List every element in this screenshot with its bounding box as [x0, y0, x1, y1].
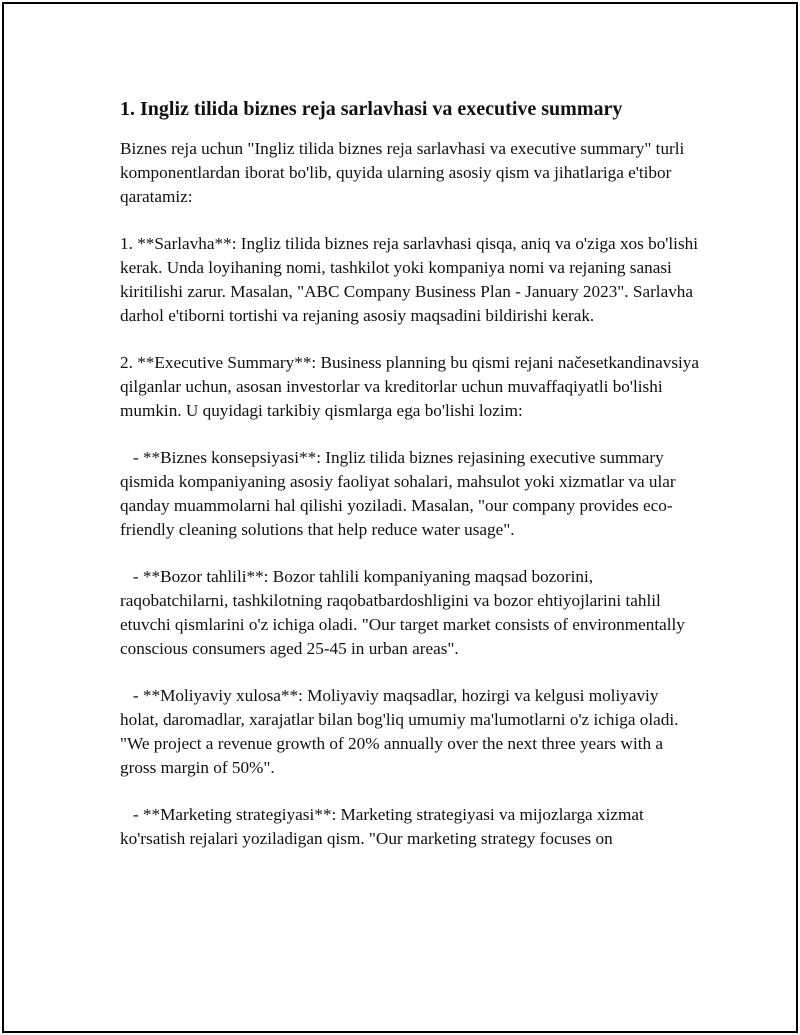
marketing-strategiyasi-item: - **Marketing strategiyasi**: Marketing strategiyasi va mijozlarga xizmat ko'rsatish rejalari yoziladigan qism. "Our marketing strategy focuses on — [120, 805, 649, 849]
section-heading: 1. Ingliz tilida biznes reja sarlavhasi va executive summary — [120, 98, 623, 120]
page-frame — [2, 2, 798, 1033]
moliyaviy-xulosa-item: - **Moliyaviy xulosa**: Moliyaviy maqsadlar, hozirgi va kelgusi moliyaviy holat, daromadlar, xarajatlar bilan bog'liq umumiy ma'lumotlarni o'z ichiga oladi. "We project a revenue growth of 20% annually over the next three years with a gross margin of 50%". — [120, 686, 683, 777]
sarlavha-paragraph: 1. **Sarlavha**: Ingliz tilida biznes reja sarlavhasi qisqa, aniq va o'ziga xos bo'lishi kerak. Unda loyihaning nomi, tashkilot yoki kompaniya nomi va rejaning sanasi kiritilishi zarur. Masalan, "ABC Company Business Plan - January 2023". Sarlavha darhol e'tiborni tortishi va rejaning asosiy maqsadini bildirishi kerak. — [120, 234, 703, 325]
intro-paragraph: Biznes reja uchun "Ingliz tilida biznes reja sarlavhasi va executive summary" turli komponentlardan iborat bo'lib, quyida ularning asosiy qism va jihatlariga e'tibor qaratamiz: — [120, 139, 689, 206]
biznes-konsepsiyasi-item: - **Biznes konsepsiyasi**: Ingliz tilida biznes rejasining executive summary qismida kompaniyaning asosiy faoliyat sohalari, mahsulot yoki xizmatlar va ular qanday muammolarni hal qilishi yoziladi. Masalan, "our company provides eco-friendly cleaning solutions that help reduce water usage". — [120, 448, 680, 539]
document-body — [120, 95, 704, 875]
executive-summary-paragraph: 2. **Executive Summary**: Business planning bu qismi rejani načesetkandinavsiya qilganlar uchun, asosan investorlar va kreditorlar uchun muvaffaqiyatli bo'lishi mumkin. U quyidagi tarkibiy qismlarga ega bo'lishi lozim: — [120, 353, 704, 420]
bozor-tahlili-item: - **Bozor tahlili**: Bozor tahlili kompaniyaning maqsad bozorini, raqobatchilarni, tashkilotning raqobatbardoshligini va bozor ehtiyojlarini tahlil etuvchi qismlarini o'z ichiga oladi. "Our target market consists of environmentally conscious consumers aged 25-45 in urban areas". — [120, 567, 690, 658]
